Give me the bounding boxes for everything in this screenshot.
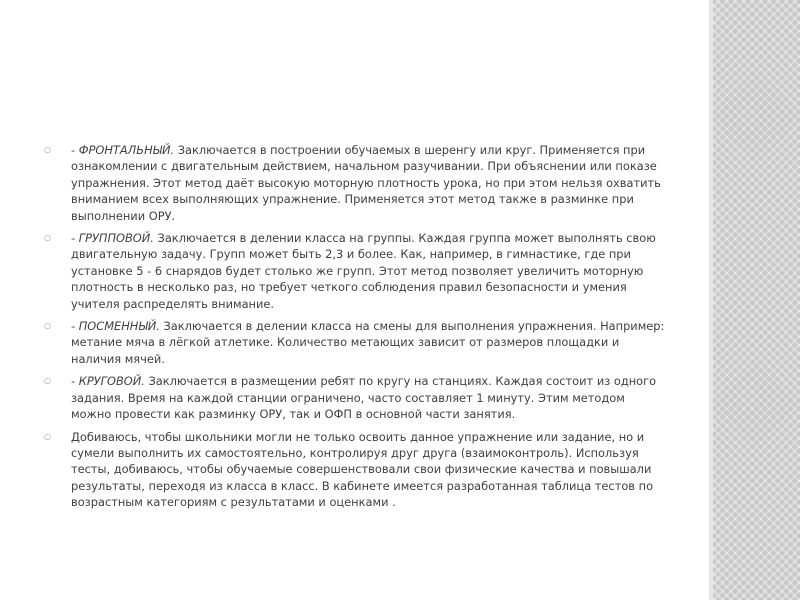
- decorative-side-stripe: [713, 0, 800, 600]
- slide-content: [44, 142, 668, 517]
- bullet-text: Заключается в построении обучаемых в шеренгу или круг. Применяется при ознакомлении с двигательным действием, начальном разучивании. При объяснении или показе упражнения. Этот метод даёт высокую моторную плотность урока, но при этом нельзя охватить вниманием всех выполняющих упражнение. Применяется этот метод также в разминке при выполнении ОРУ.: [71, 143, 661, 223]
- bullet-item-frontal: [44, 142, 668, 224]
- bullet-icon: ○: [44, 321, 51, 331]
- bullet-icon: ○: [44, 145, 51, 154]
- bullet-icon: ○: [44, 233, 51, 243]
- bullet-term: - ПОСМЕННЫЙ.: [71, 319, 160, 334]
- bullet-icon: ○: [44, 431, 51, 441]
- bullet-item-circuit: [44, 373, 668, 422]
- bullet-text: Добиваюсь, чтобы школьники могли не только освоить данное упражнение или задание, но и сумели выполнить их самостоятельно, контролируя друг друга (взаимоконтроль). Используя тесты, добиваюсь, чтобы обучаемые совершенствовали свои физические качества и повышали результаты, переходя из класса в класс. В кабинете имеется разработанная таблица тестов по возрастным категориям с результатами и оценками .: [71, 429, 654, 510]
- bullet-text: Заключается в делении класса на группы. Каждая группа может выполнять свою двигательную задачу. Групп может быть 2,3 и более. Как, например, в гимнастике, где при установке 5 - 6 снарядов будет столько же групп. Этот метод позволяет увеличить моторную плотность в несколько раз, но требует четкого соблюдения правил безопасности и умения учителя распределять внимание.: [71, 231, 656, 311]
- bullet-item-group: [44, 230, 668, 312]
- bullet-text: Заключается в делении класса на смены для выполнения упражнения. Например: метание мяча в лёгкой атлетике. Количество метающих зависит от размеров площадки и наличия мячей.: [71, 319, 665, 366]
- bullet-item-summary: [44, 429, 668, 511]
- bullet-list: [44, 142, 668, 511]
- bullet-icon: ○: [44, 376, 51, 386]
- bullet-text: Заключается в размещении ребят по кругу на станциях. Каждая состоит из одного задания. Время на каждой станции ограничено, часто составляет 1 минуту. Этим методом можно провести как разминку ОРУ, так и ОФП в основной части занятия.: [71, 374, 657, 422]
- bullet-term: - ФРОНТАЛЬНЫЙ.: [71, 143, 175, 157]
- bullet-item-shift: [44, 318, 668, 367]
- bullet-term: - ГРУППОВОЙ.: [71, 231, 154, 246]
- bullet-term: - КРУГОВОЙ.: [71, 374, 145, 389]
